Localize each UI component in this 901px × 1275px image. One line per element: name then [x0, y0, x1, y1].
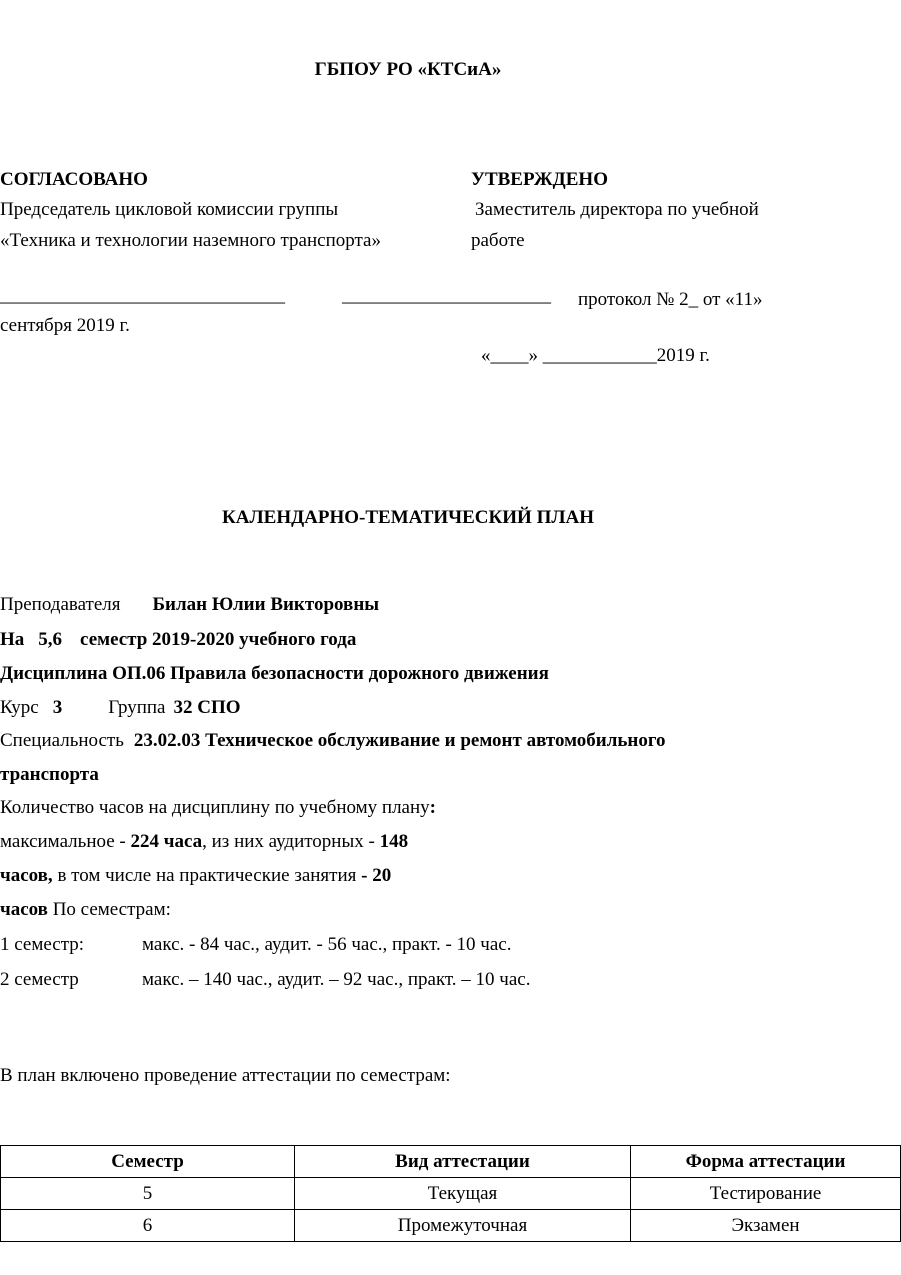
- cell-form: Тестирование: [631, 1178, 901, 1210]
- cell-form: Экзамен: [631, 1210, 901, 1242]
- approval-right-line1: Заместитель директора по учебной: [475, 199, 759, 220]
- practice-label: в том числе на практические занятия: [52, 865, 362, 886]
- teacher-name: Билан Юлии Викторовны: [152, 594, 380, 615]
- semester-text: семестр 2019-2020 учебного года: [80, 629, 357, 650]
- aud-value: 148: [379, 831, 409, 852]
- cell-semester: 6: [1, 1210, 295, 1242]
- document-title: КАЛЕНДАРНО-ТЕМАТИЧЕСКИЙ ПЛАН: [221, 507, 595, 528]
- protocol-text: протокол № 2_ от «11»: [578, 289, 763, 310]
- practice-unit: часов: [0, 899, 48, 920]
- header-form: Форма аттестации: [631, 1146, 901, 1178]
- hours-colon: :: [429, 797, 436, 818]
- approval-left-line1: Председатель цикловой комиссии группы: [0, 199, 339, 220]
- teacher-label: Преподавателя: [0, 594, 121, 615]
- specialty-label: Специальность: [0, 730, 124, 751]
- table-row: [1, 1210, 901, 1242]
- protocol-continuation: сентября 2019 г.: [0, 315, 130, 336]
- signature-line-left: ______________________________: [0, 285, 285, 306]
- organization-title: ГБПОУ РО «КТСиА»: [314, 59, 502, 80]
- group-label: Группа: [108, 697, 166, 718]
- approval-date: «____» ____________2019 г.: [481, 345, 710, 366]
- semester2-value: макс. – 140 час., аудит. – 92 час., практ. – 10 час.: [142, 969, 531, 990]
- max-value: 224 часа: [130, 831, 203, 852]
- semester-value: 5,6: [38, 629, 63, 650]
- approval-left-heading: СОГЛАСОВАНО: [0, 169, 148, 190]
- specialty-continuation: транспорта: [0, 764, 99, 785]
- max-label: максимальное -: [0, 831, 131, 852]
- table-header-row: [1, 1146, 901, 1178]
- course-value: 3: [52, 697, 63, 718]
- discipline-line: Дисциплина ОП.06 Правила безопасности дорожного движения: [0, 663, 549, 684]
- attestation-table: [0, 1145, 901, 1242]
- course-label: Курс: [0, 697, 39, 718]
- cell-semester: 5: [1, 1178, 295, 1210]
- practice-value: - 20: [361, 865, 392, 886]
- cell-type: Текущая: [295, 1178, 631, 1210]
- signature-line-right: ______________________: [342, 285, 551, 306]
- hours-label: Количество часов на дисциплину по учебному плану: [0, 797, 430, 818]
- aud-label: , из них аудиторных -: [202, 831, 380, 852]
- header-type: Вид аттестации: [295, 1146, 631, 1178]
- semester1-label: 1 семестр:: [0, 934, 85, 955]
- specialty-value: 23.02.03 Техническое обслуживание и ремонт автомобильного: [133, 730, 666, 751]
- approval-right-line2: работе: [471, 230, 525, 251]
- semester-label: На: [0, 629, 25, 650]
- cell-type: Промежуточная: [295, 1210, 631, 1242]
- approval-right-heading: УТВЕРЖДЕНО: [471, 169, 608, 190]
- by-semester-label: По семестрам:: [47, 899, 171, 920]
- table-row: [1, 1178, 901, 1210]
- header-semester: Семестр: [1, 1146, 295, 1178]
- semester2-label: 2 семестр: [0, 969, 79, 990]
- approval-left-line2: «Техника и технологии наземного транспорта»: [0, 230, 381, 251]
- attestation-intro: В план включено проведение аттестации по семестрам:: [0, 1065, 451, 1086]
- semester1-value: макс. - 84 час., аудит. - 56 час., практ. - 10 час.: [142, 934, 512, 955]
- aud-unit: часов,: [0, 865, 53, 886]
- group-value: 32 СПО: [173, 697, 241, 718]
